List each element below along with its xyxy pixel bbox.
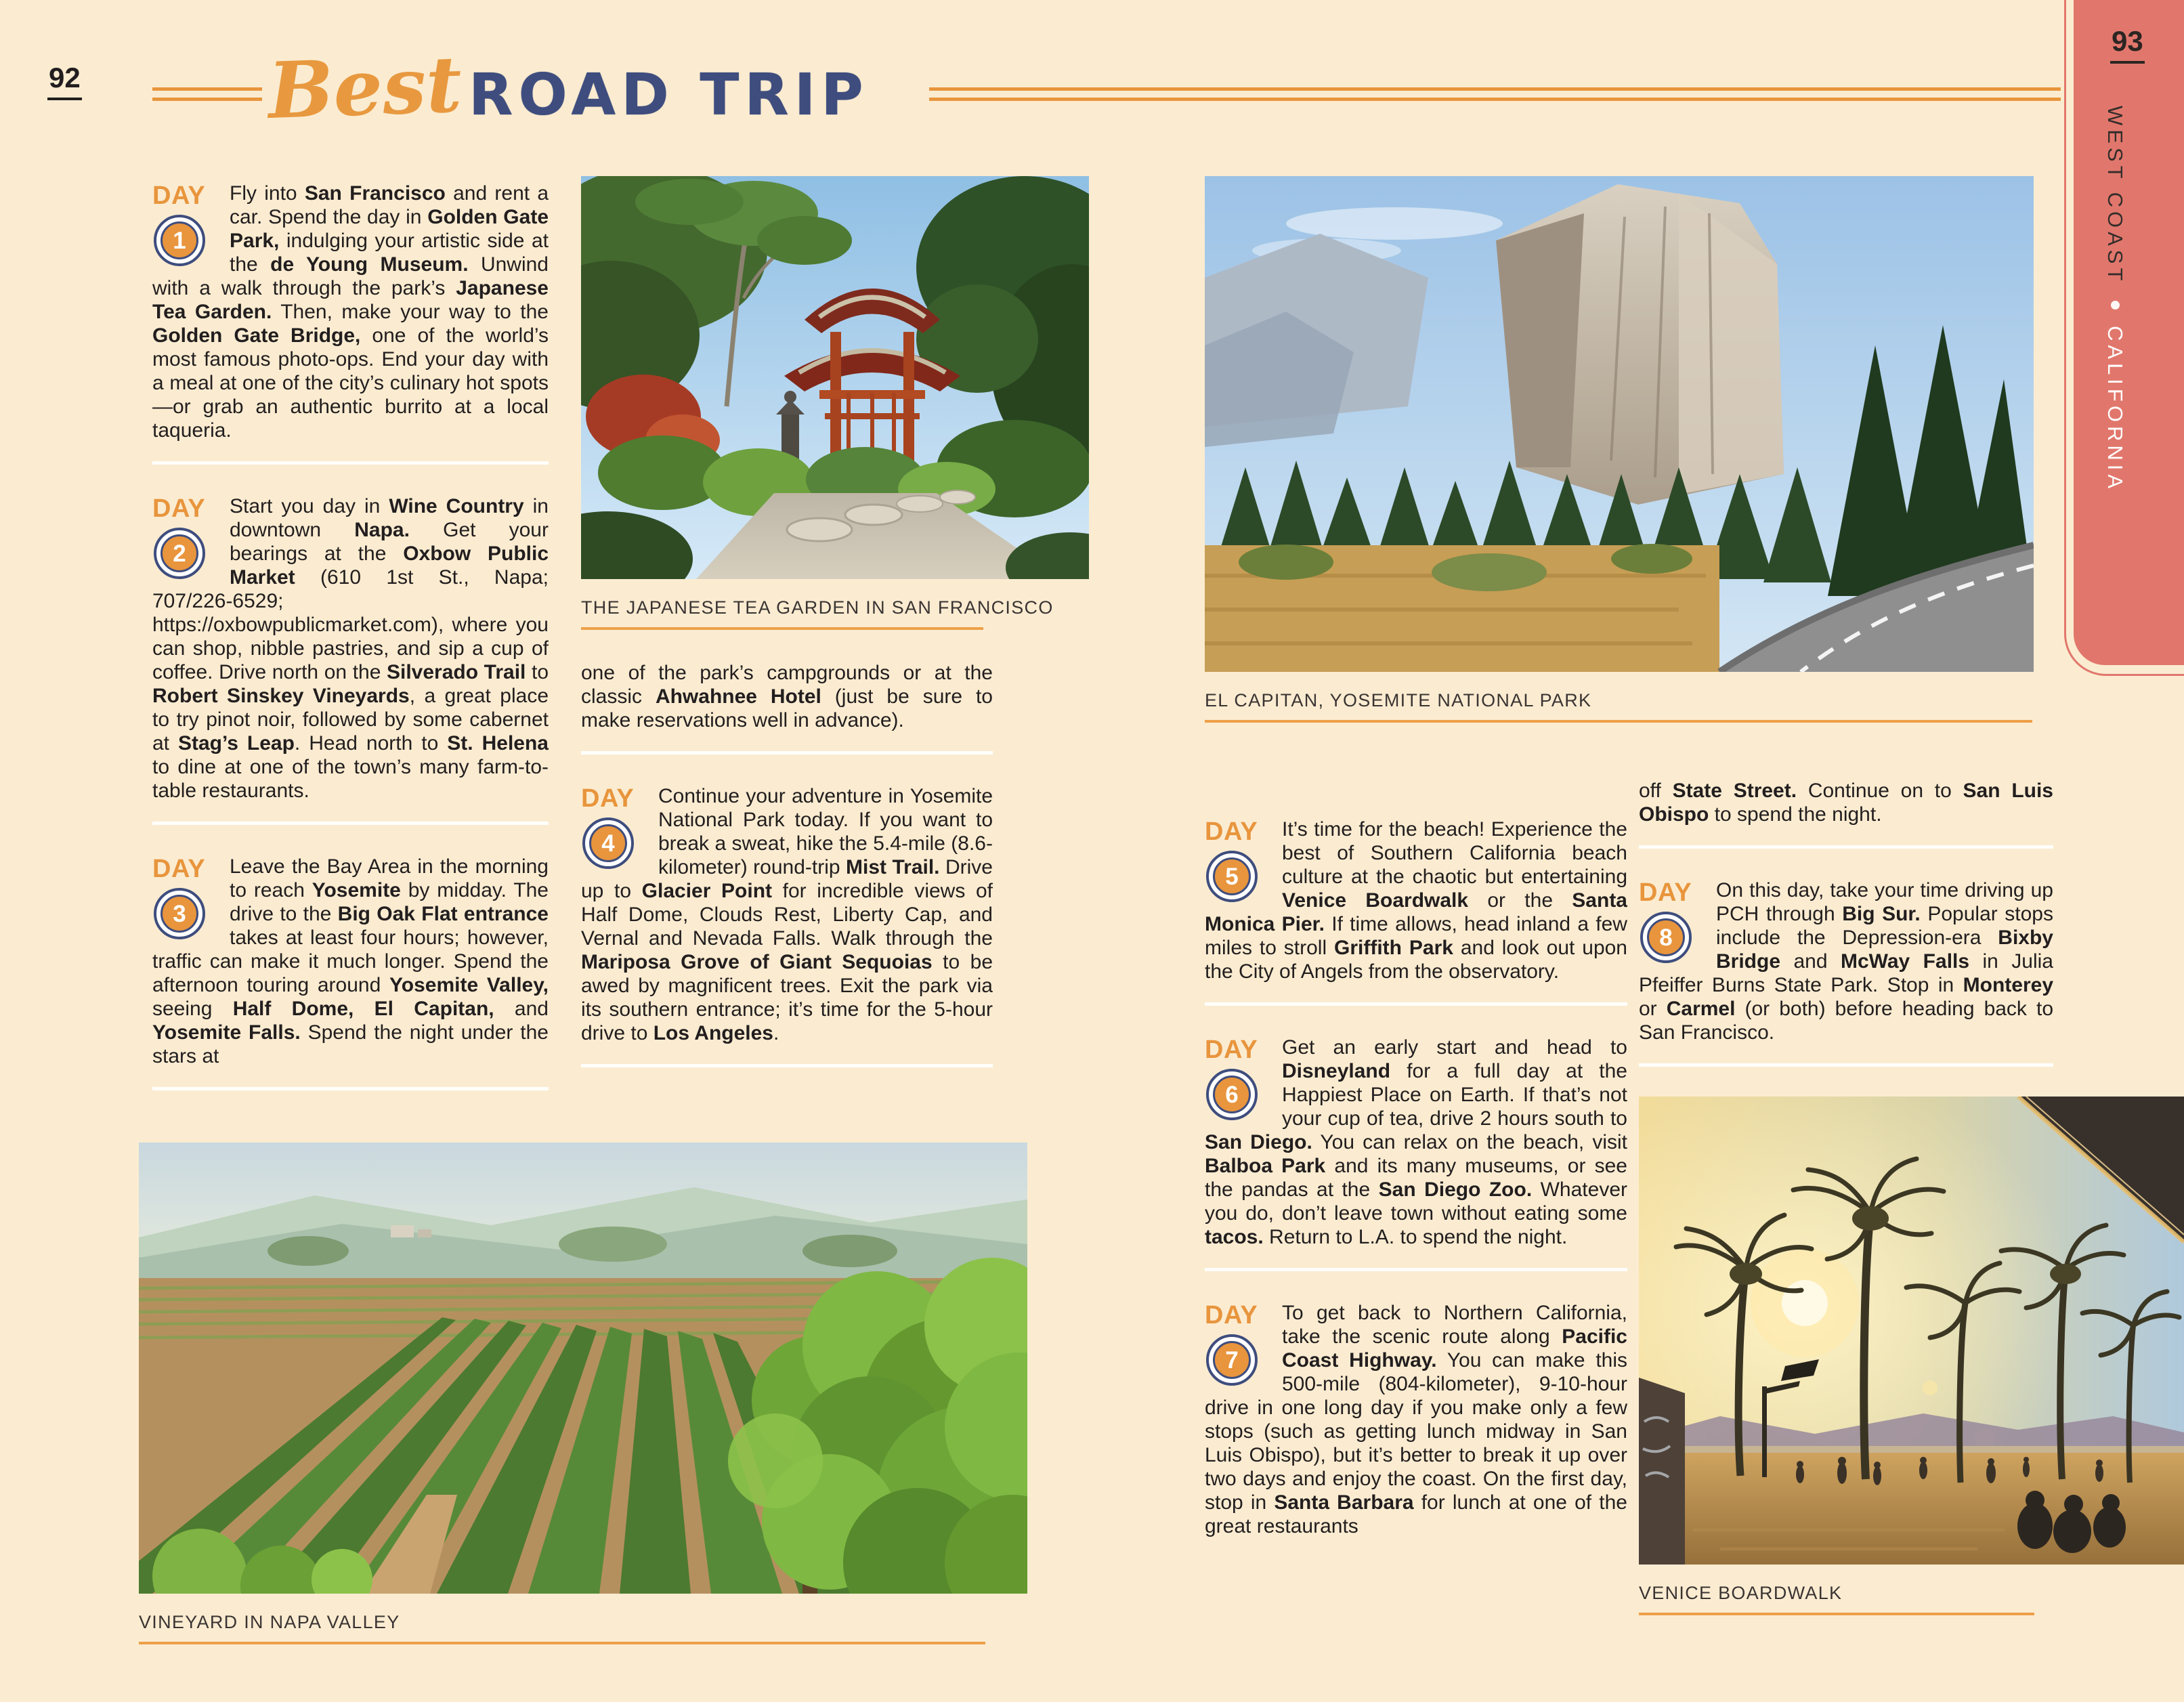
section-divider <box>581 751 993 754</box>
photo-caption: VINEYARD IN NAPA VALLEY <box>139 1612 400 1632</box>
page-number-right: 93 <box>2110 27 2145 64</box>
caption-rule <box>139 1642 985 1644</box>
day-text-2: DAY 2 Start you day in Wine Country in downtown Napa. Get your bearings at the Oxbow Public Market (610 1st St., Napa; 707/226-6529; https://oxbowpublicmarket.com), where you can shop, nibble pastries, and sip a cup of coffee. Drive north on the Silverado Trail to Robert Sinskey Vineyards, a great place to try pinot noir, followed by some cabernet at Stag’s Leap. Head north to St. Helena to dine at one of the town’s many farm-to-table restaurants. <box>152 494 549 802</box>
continuation-text: off State Street. Continue on to San Luis Obispo to spend the night. <box>1639 780 2053 826</box>
day-text-6: DAY 6 Get an early start and head to Disneyland for a full day at the Happiest Place on Earth. If that’s not your cup of tea, drive 2 hours south to San Diego. You can relax on the beach, visit Balboa Park and its many museums, or see the pandas at the San Diego Zoo. Whatever you do, don’t leave town without eating some tacos. Return to L.A. to spend the night. <box>1205 1036 1627 1248</box>
section-divider <box>1205 1268 1627 1271</box>
day-label: DAY <box>1205 1036 1258 1064</box>
section-divider <box>152 1087 549 1090</box>
day-label: DAY <box>152 182 206 210</box>
caption-rule <box>1205 720 2032 723</box>
photo-caption: EL CAPITAN, YOSEMITE NATIONAL PARK <box>1205 690 1592 710</box>
day-number-badge: 1 <box>154 215 205 266</box>
title-rule-left <box>152 87 262 108</box>
day-badge-8 <box>1639 878 1716 963</box>
day-label: DAY <box>1205 1301 1258 1329</box>
day-text-1: DAY 1 Fly into San Francisco and rent a car. Spend the day in Golden Gate Park, indulging your artistic side at the de Young Museum. Unwind with a walk through the park’s Japanese Tea Garden. Then, make your way to the Golden Gate Bridge, one of the world’s most famous photo-ops. End your day with a meal at one of the city’s culinary hot spots—or grab an authentic burrito at a local taqueria. <box>152 182 549 442</box>
tab-vertical-label <box>2105 106 2126 492</box>
title-rule-right <box>929 87 2061 108</box>
day-number-badge: 4 <box>582 817 634 869</box>
text-column-4 <box>1639 779 2184 1615</box>
day-badge-5 <box>1205 817 1282 902</box>
photo-caption: THE JAPANESE TEA GARDEN IN SAN FRANCISCO <box>581 597 1054 618</box>
day-text-7: DAY 7 To get back to Northern California, take the scenic route along Pacific Coast Highway. You can make this 500-mile (804-kilometer), 9-10-hour drive in one long day if you make only a few stops (such as getting lunch midway in San Luis Obispo), but it’s better to break it up over two days and enjoy the coast. On the first day, stop in Santa Barbara for lunch at one of the great restaurants <box>1205 1301 1627 1537</box>
day-number-badge: 8 <box>1640 912 1692 963</box>
day-number-badge: 6 <box>1206 1069 1258 1120</box>
photo-caption: VENICE BOARDWALK <box>1639 1583 1843 1603</box>
day-text-5: DAY 5 It’s time for the beach! Experience the best of Southern California beach culture at the chaotic but entertaining Venice Boardwalk or the Santa Monica Pier. If time allows, head inland a few miles to stroll Griffith Park and look out upon the City of Angels from the observatory. <box>1205 817 1627 983</box>
day-label: DAY <box>1639 878 1692 907</box>
section-divider <box>1639 1063 2053 1067</box>
day-number-badge: 5 <box>1206 851 1258 902</box>
section-divider <box>1205 1002 1627 1006</box>
vineyard-photo-block <box>139 1143 1027 1644</box>
text-column-1 <box>152 182 549 1120</box>
day-badge-4 <box>581 784 658 869</box>
day-badge-7 <box>1205 1301 1282 1386</box>
page-number-left: 92 <box>47 64 82 100</box>
day-text-4: DAY 4 Continue your adventure in Yosemite National Park today. If you want to break a sweat, hike the 5.4-mile (8.6-kilometer) round-trip Mist Trail. Drive up to Glacier Point for incredible views of Half Dome, Clouds Rest, Liberty Cap, and Vernal and Nevada Falls. Walk through the Mariposa Grove of Giant Sequoias to be awed by magnificent trees. Exit the park via its southern entrance; it’s time for the 5-hour drive to Los Angeles. <box>581 784 993 1044</box>
text-column-2 <box>581 176 1089 1097</box>
title-script: Best <box>266 39 463 136</box>
day-label: DAY <box>1205 817 1258 846</box>
venice-boardwalk-photo <box>1639 1097 2184 1565</box>
day-badge-1 <box>152 182 230 266</box>
title-main: ROAD TRIP <box>469 62 869 129</box>
day-text-8: DAY 8 On this day, take your time driving up PCH through Big Sur. Popular stops include the Depression-era Bixby Bridge and McWay Falls in Julia Pfeiffer Burns State Park. Stop in Monterey or Carmel (or both) before heading back to San Francisco. <box>1639 878 2054 1044</box>
section-divider <box>1639 845 2053 849</box>
el-capitan-photo <box>1205 176 2034 672</box>
caption-rule <box>581 627 983 630</box>
section-divider <box>152 822 549 825</box>
vineyard-photo <box>139 1143 1027 1594</box>
caption-rule <box>1639 1613 2034 1615</box>
sidebar-tab <box>2074 0 2184 665</box>
day-label: DAY <box>581 784 635 813</box>
section-divider <box>581 1064 993 1067</box>
day-number-badge: 3 <box>154 888 205 939</box>
region-label: WEST COAST <box>2103 106 2127 285</box>
day-number-badge: 7 <box>1206 1334 1258 1386</box>
day-badge-2 <box>152 494 230 579</box>
day-text-3: DAY 3 Leave the Bay Area in the morning to reach Yosemite by midday. The drive to the Big Oak Flat entrance takes at least four hours; however, traffic can make it much longer. Spend the afternoon touring around Yosemite Valley, seeing Half Dome, El Capitan, and Yosemite Falls. Spend the night under the stars at <box>152 855 549 1067</box>
continuation-text: one of the park’s campgrounds or at the classic Ahwahnee Hotel (just be sure to make reservations well in advance). <box>581 662 993 731</box>
day-label: DAY <box>152 494 206 523</box>
day-badge-3 <box>152 855 230 939</box>
day-number-badge: 2 <box>154 528 205 579</box>
state-label: CALIFORNIA <box>2103 326 2127 493</box>
day-badge-6 <box>1205 1036 1282 1120</box>
section-divider <box>152 461 549 465</box>
dot-separator-icon <box>2111 301 2120 310</box>
day-label: DAY <box>152 855 206 883</box>
japanese-tea-garden-photo <box>581 176 1089 579</box>
